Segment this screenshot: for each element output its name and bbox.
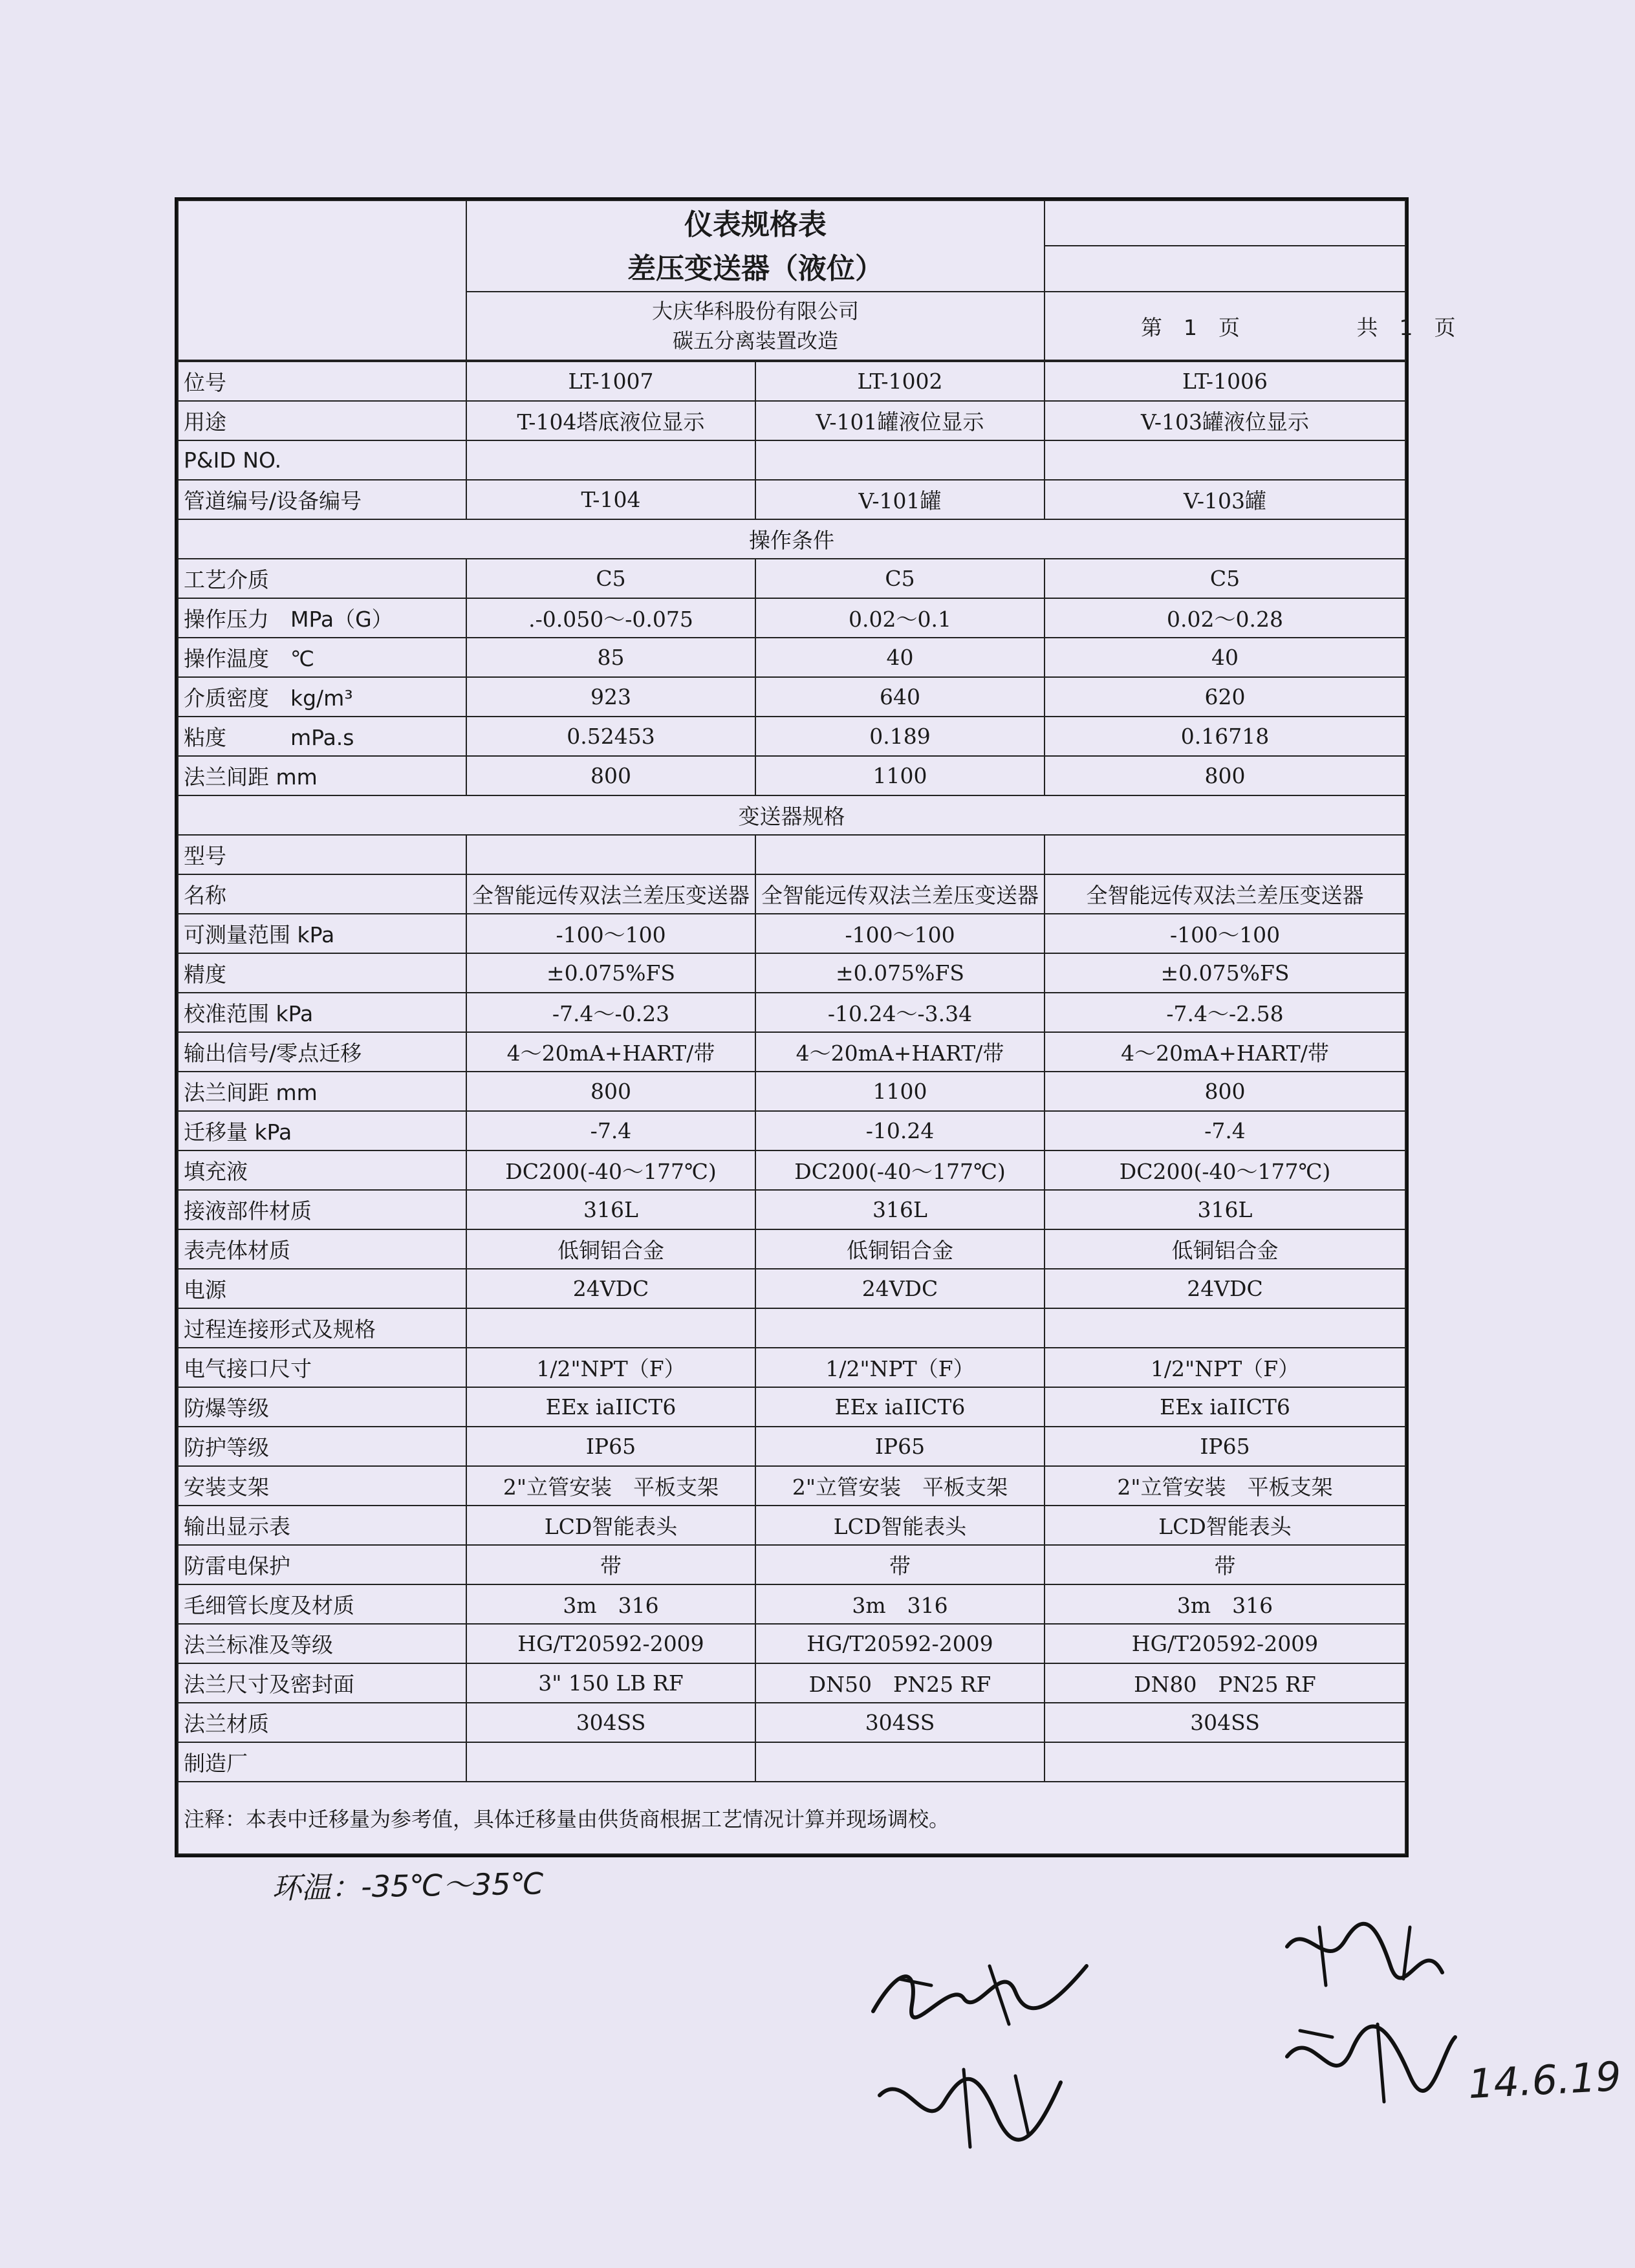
spec-label: 防雷电保护 [178, 1545, 466, 1584]
spec-row [178, 914, 1405, 953]
spec-value: HG/T20592-2009 [466, 1624, 755, 1663]
title-cell [466, 200, 1045, 292]
spec-label: 过程连接形式及规格 [178, 1308, 466, 1348]
spec-row [178, 1072, 1405, 1111]
id-value: LT-1002 [755, 362, 1045, 401]
spec-value: -10.24 [755, 1111, 1045, 1150]
spec-label: 安装支架 [178, 1466, 466, 1506]
spec-label: 迁移量 kPa [178, 1111, 466, 1150]
spec-label: 校准范围 kPa [178, 993, 466, 1032]
spec-value: 316L [466, 1190, 755, 1229]
spec-label: 电气接口尺寸 [178, 1348, 466, 1387]
operating-row [178, 598, 1405, 638]
operating-label: 操作温度 ℃ [178, 638, 466, 677]
footnote: 注释：本表中迁移量为参考值，具体迁移量由供货商根据工艺情况计算并现场调校。 [178, 1782, 1405, 1854]
spec-label: 毛细管长度及材质 [178, 1584, 466, 1624]
spec-row [178, 1348, 1405, 1387]
spec-value: 24VDC [466, 1269, 755, 1308]
spec-value: -7.4～-0.23 [466, 993, 755, 1032]
spec-value: 低铜铝合金 [755, 1229, 1045, 1269]
spec-value: 3m 316 [466, 1584, 755, 1624]
operating-value: 0.52453 [466, 717, 755, 756]
operating-value: C5 [755, 559, 1045, 598]
spec-row [178, 1506, 1405, 1545]
section-operating-conditions: 操作条件 [178, 519, 1405, 559]
spec-value: 带 [1045, 1545, 1405, 1584]
operating-label: 操作压力 MPa（G） [178, 598, 466, 638]
id-label: 位号 [178, 362, 466, 401]
spec-value: 带 [755, 1545, 1045, 1584]
spec-value: ±0.075%FS [755, 953, 1045, 993]
spec-row [178, 1624, 1405, 1663]
spec-value: EEx iaIICT6 [755, 1387, 1045, 1427]
spec-value: 低铜铝合金 [1045, 1229, 1405, 1269]
spec-value: -100～100 [1045, 914, 1405, 953]
doc-subtitle: 差压变送器（液位） [627, 252, 883, 285]
operating-label: 介质密度 kg/m³ [178, 677, 466, 717]
spec-value: -100～100 [755, 914, 1045, 953]
spec-value: 低铜铝合金 [466, 1229, 755, 1269]
spec-value: 2"立管安装 平板支架 [466, 1466, 755, 1506]
id-value [1045, 440, 1405, 480]
handwritten-date: 14.6.19 [1467, 2052, 1623, 2108]
spec-row [178, 835, 1405, 874]
company-name: 大庆华科股份有限公司 [651, 299, 859, 324]
spec-label: 精度 [178, 953, 466, 993]
spec-value: 带 [466, 1545, 755, 1584]
id-row [178, 480, 1405, 519]
doc-title: 仪表规格表 [684, 208, 827, 241]
spec-row [178, 1427, 1405, 1466]
operating-value: 0.02～0.28 [1045, 598, 1405, 638]
spec-value: -7.4～-2.58 [1045, 993, 1405, 1032]
spec-row [178, 1663, 1405, 1703]
signature-2 [867, 2057, 1087, 2154]
spec-label: 法兰标准及等级 [178, 1624, 466, 1663]
id-value: V-101罐液位显示 [755, 401, 1045, 440]
spec-row [178, 1190, 1405, 1229]
id-value: V-103罐液位显示 [1045, 401, 1405, 440]
id-value: LT-1007 [466, 362, 755, 401]
spec-value: -7.4 [466, 1111, 755, 1150]
spec-value: DN80 PN25 RF [1045, 1663, 1405, 1703]
spec-label: 表壳体材质 [178, 1229, 466, 1269]
operating-row [178, 677, 1405, 717]
spec-value: 800 [466, 1072, 755, 1111]
spec-value: 316L [755, 1190, 1045, 1229]
spec-value: 304SS [755, 1703, 1045, 1742]
operating-label: 法兰间距 mm [178, 756, 466, 795]
operating-value: C5 [1045, 559, 1405, 598]
spec-value: HG/T20592-2009 [1045, 1624, 1405, 1663]
spec-label: 法兰间距 mm [178, 1072, 466, 1111]
spec-row [178, 1466, 1405, 1506]
spec-value: EEx iaIICT6 [1045, 1387, 1405, 1427]
spec-row [178, 953, 1405, 993]
id-value [466, 440, 755, 480]
spec-row [178, 1742, 1405, 1782]
spec-value: IP65 [466, 1427, 755, 1466]
id-label: 管道编号/设备编号 [178, 480, 466, 519]
spec-sheet [175, 197, 1456, 1857]
spec-value: DC200(-40～177℃) [1045, 1150, 1405, 1190]
spec-row [178, 1150, 1405, 1190]
spec-row [178, 993, 1405, 1032]
spec-row [178, 1703, 1405, 1742]
operating-value: 0.16718 [1045, 717, 1405, 756]
spec-value: IP65 [755, 1427, 1045, 1466]
spec-row [178, 1032, 1405, 1072]
spec-value: 全智能远传双法兰差压变送器 [466, 874, 755, 914]
spec-row [178, 1111, 1405, 1150]
spec-value: 304SS [466, 1703, 755, 1742]
id-row [178, 440, 1405, 480]
spec-row [178, 1584, 1405, 1624]
spec-table [177, 361, 1406, 1855]
operating-value: 40 [1045, 638, 1405, 677]
page-number: 第 1 页 [1141, 314, 1240, 340]
spec-value: 1/2"NPT（F） [466, 1348, 755, 1387]
spec-value: -100～100 [466, 914, 755, 953]
operating-value: 85 [466, 638, 755, 677]
spec-value: LCD智能表头 [1045, 1506, 1405, 1545]
operating-value: 923 [466, 677, 755, 717]
spec-value: -10.24～-3.34 [755, 993, 1045, 1032]
spec-value: 3m 316 [1045, 1584, 1405, 1624]
spec-value: -7.4 [1045, 1111, 1405, 1150]
spec-value [1045, 835, 1405, 874]
spec-label: 制造厂 [178, 1742, 466, 1782]
spec-label: 法兰尺寸及密封面 [178, 1663, 466, 1703]
id-value [755, 440, 1045, 480]
spec-value: 2"立管安装 平板支架 [755, 1466, 1045, 1506]
spec-value: 2"立管安装 平板支架 [1045, 1466, 1405, 1506]
operating-value: 620 [1045, 677, 1405, 717]
spec-value: 1/2"NPT（F） [755, 1348, 1045, 1387]
spec-value: HG/T20592-2009 [755, 1624, 1045, 1663]
spec-value: EEx iaIICT6 [466, 1387, 755, 1427]
signature-3 [1281, 1914, 1449, 1992]
spec-row [178, 1545, 1405, 1584]
spec-value: 1/2"NPT（F） [1045, 1348, 1405, 1387]
id-value: T-104 [466, 480, 755, 519]
id-value: T-104塔底液位显示 [466, 401, 755, 440]
spec-value: 3m 316 [755, 1584, 1045, 1624]
spec-label: 输出显示表 [178, 1506, 466, 1545]
id-value: LT-1006 [1045, 362, 1405, 401]
spec-label: 电源 [178, 1269, 466, 1308]
project-name: 碳五分离装置改造 [672, 329, 838, 354]
spec-value: LCD智能表头 [466, 1506, 755, 1545]
spec-value: 800 [1045, 1072, 1405, 1111]
spec-label: 名称 [178, 874, 466, 914]
spec-value: 3" 150 LB RF [466, 1663, 755, 1703]
spec-value: DN50 PN25 RF [755, 1663, 1045, 1703]
spec-row [178, 1229, 1405, 1269]
spec-label: 填充液 [178, 1150, 466, 1190]
spec-label: 防爆等级 [178, 1387, 466, 1427]
spec-value: 24VDC [755, 1269, 1045, 1308]
operating-row [178, 717, 1405, 756]
spec-label: 防护等级 [178, 1427, 466, 1466]
spec-value [1045, 1742, 1405, 1782]
page-cell [1045, 292, 1456, 360]
spec-value: IP65 [1045, 1427, 1405, 1466]
spec-value: 304SS [1045, 1703, 1405, 1742]
logo-blank-cell [178, 200, 466, 360]
spec-value [466, 835, 755, 874]
spec-value [466, 1308, 755, 1348]
spec-value: 4～20mA+HART/带 [466, 1032, 755, 1072]
spec-label: 法兰材质 [178, 1703, 466, 1742]
id-value: V-103罐 [1045, 480, 1405, 519]
spec-label: 型号 [178, 835, 466, 874]
spec-value [755, 1308, 1045, 1348]
company-cell [466, 292, 1045, 360]
id-label: P&ID NO. [178, 440, 466, 480]
spec-label: 可测量范围 kPa [178, 914, 466, 953]
spec-value: 4～20mA+HART/带 [755, 1032, 1045, 1072]
id-value: V-101罐 [755, 480, 1045, 519]
page-total: 共 1 页 [1356, 314, 1456, 340]
spec-value: 1100 [755, 1072, 1045, 1111]
operating-row [178, 559, 1405, 598]
spec-value: DC200(-40～177℃) [466, 1150, 755, 1190]
spec-value: 316L [1045, 1190, 1405, 1229]
operating-row [178, 638, 1405, 677]
operating-value: 1100 [755, 756, 1045, 795]
spec-label: 接液部件材质 [178, 1190, 466, 1229]
spec-row [178, 874, 1405, 914]
operating-label: 工艺介质 [178, 559, 466, 598]
section-transmitter-spec: 变送器规格 [178, 795, 1405, 835]
operating-value: .-0.050～-0.075 [466, 598, 755, 638]
spec-value: ±0.075%FS [1045, 953, 1405, 993]
spec-value [466, 1742, 755, 1782]
spec-value [755, 835, 1045, 874]
spec-row [178, 1269, 1405, 1308]
spec-value [1045, 1308, 1405, 1348]
operating-value: 800 [466, 756, 755, 795]
spec-label: 输出信号/零点迁移 [178, 1032, 466, 1072]
operating-value: 800 [1045, 756, 1405, 795]
handwritten-ambient-temp: 环温：-35℃～35℃ [271, 1866, 545, 1906]
operating-value: C5 [466, 559, 755, 598]
operating-value: 40 [755, 638, 1045, 677]
spec-value [755, 1742, 1045, 1782]
id-label: 用途 [178, 401, 466, 440]
spec-value: 全智能远传双法兰差压变送器 [1045, 874, 1405, 914]
signature-4 [1281, 2011, 1462, 2108]
spec-value: DC200(-40～177℃) [755, 1150, 1045, 1190]
spec-value: 全智能远传双法兰差压变送器 [755, 874, 1045, 914]
spec-value: 24VDC [1045, 1269, 1405, 1308]
operating-row [178, 756, 1405, 795]
operating-value: 640 [755, 677, 1045, 717]
spec-value: 4～20mA+HART/带 [1045, 1032, 1405, 1072]
approval-blank-cell [1045, 200, 1405, 292]
operating-value: 0.02～0.1 [755, 598, 1045, 638]
spec-row [178, 1308, 1405, 1348]
spec-value: LCD智能表头 [755, 1506, 1045, 1545]
operating-value: 0.189 [755, 717, 1045, 756]
id-row [178, 362, 1405, 401]
operating-label: 粘度 mPa.s [178, 717, 466, 756]
id-row [178, 401, 1405, 440]
header-table [177, 200, 1456, 361]
spec-value: ±0.075%FS [466, 953, 755, 993]
signature-1 [860, 1940, 1099, 2037]
spec-row [178, 1387, 1405, 1427]
